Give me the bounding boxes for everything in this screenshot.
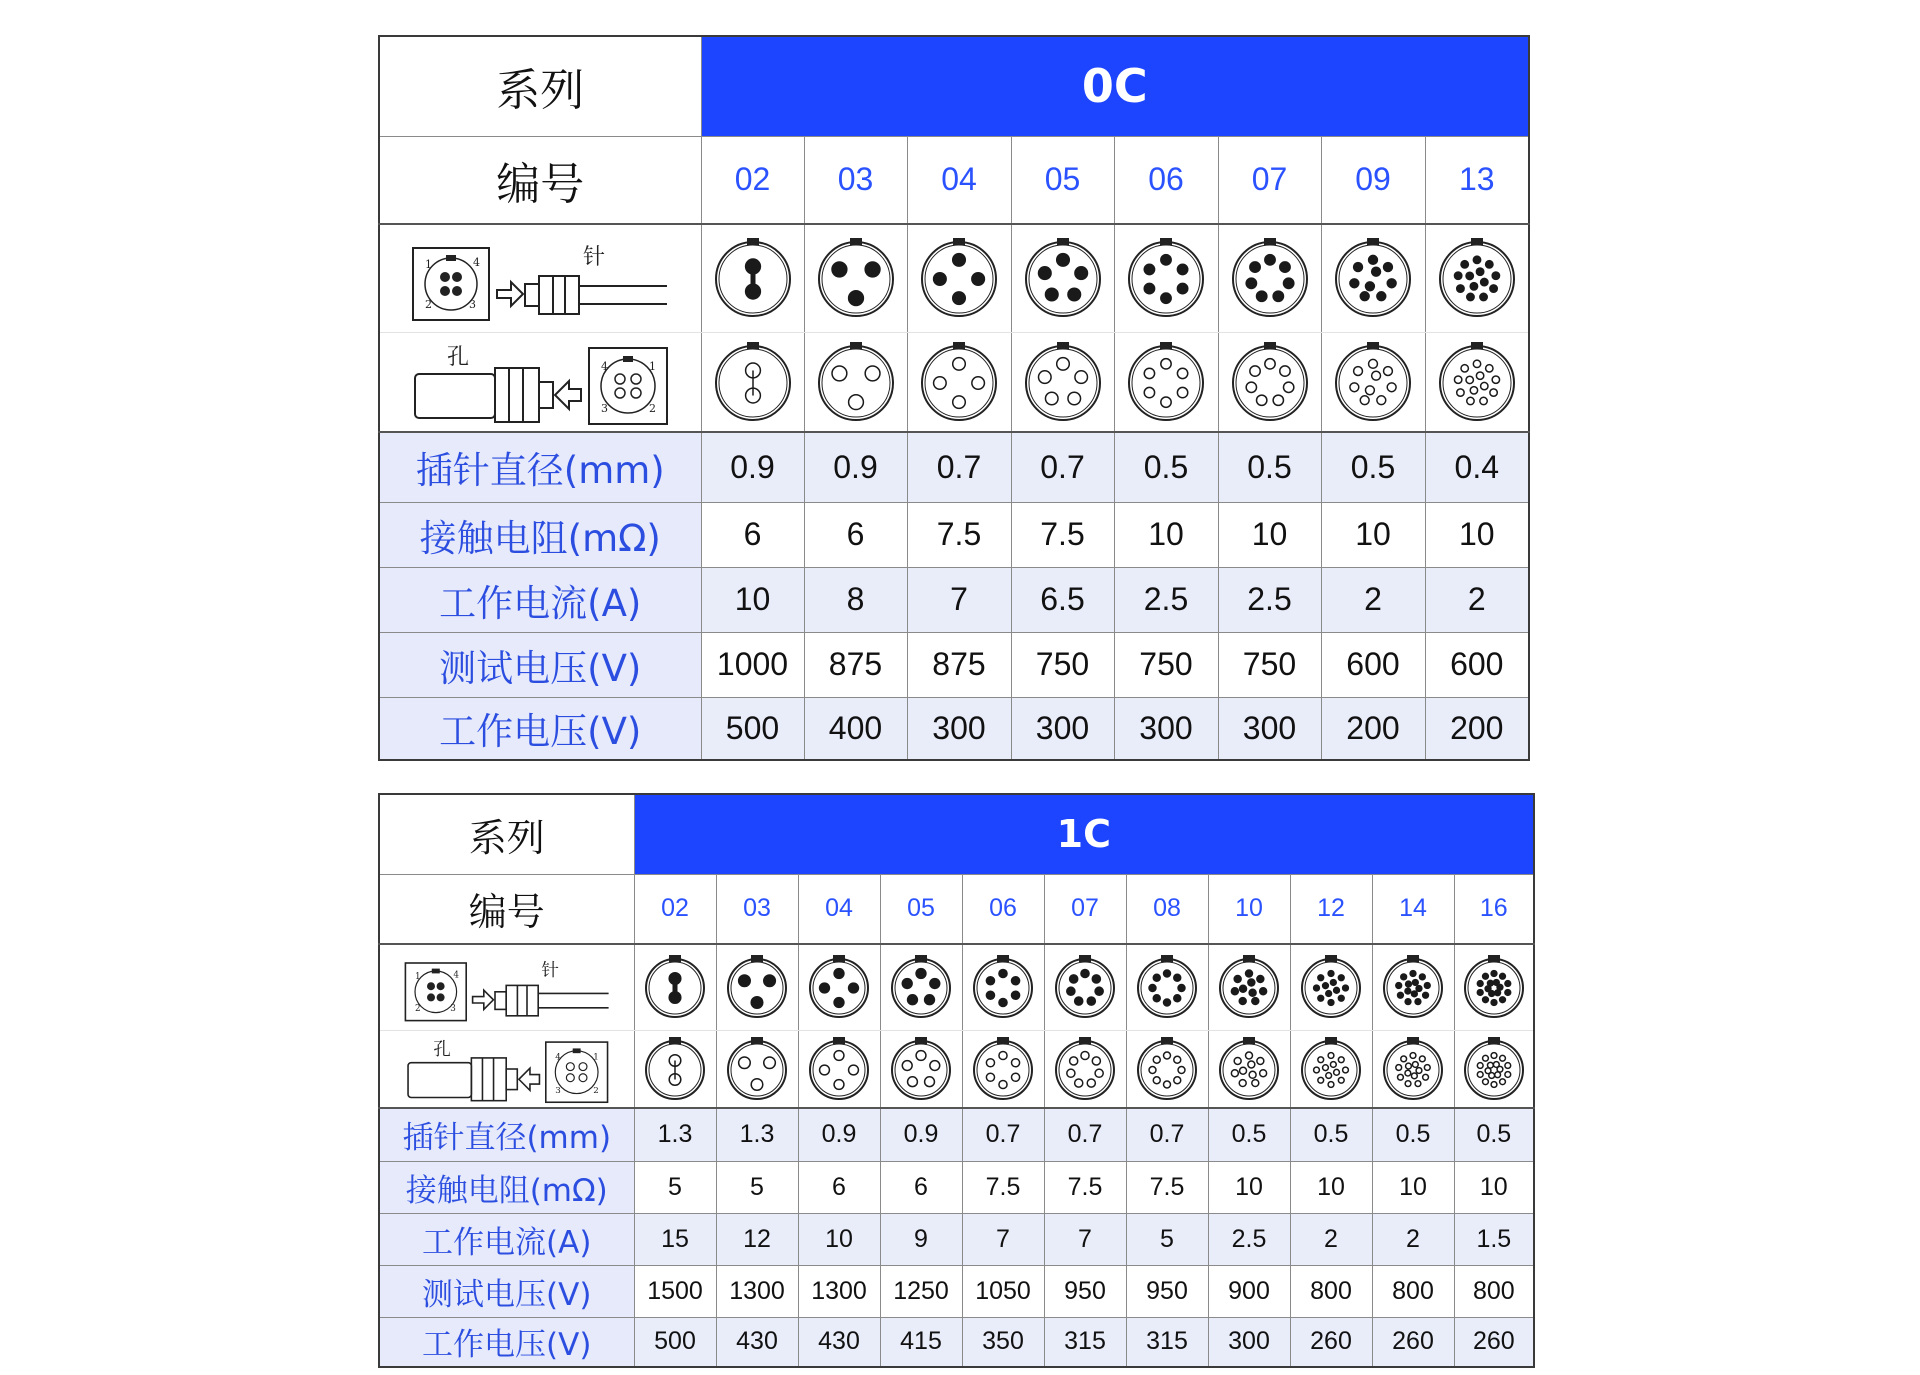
socket-legend — [379, 1030, 634, 1108]
socket-face-icon — [1011, 332, 1114, 432]
param-row — [379, 1108, 1534, 1161]
param-value: 2.5 — [1208, 1213, 1290, 1265]
socket-face-icon — [1425, 332, 1529, 432]
pin-num: 1 — [414, 972, 421, 983]
param-value: 5 — [1126, 1213, 1208, 1265]
param-value: 800 — [1454, 1265, 1534, 1317]
pin-num: 3 — [449, 1004, 456, 1015]
param-value: 12 — [716, 1213, 798, 1265]
param-value: 7.5 — [962, 1161, 1044, 1213]
param-value: 200 — [1425, 697, 1529, 760]
pin-face-drawing — [815, 237, 897, 319]
param-value: 9 — [880, 1213, 962, 1265]
series-name: 1C — [634, 794, 1534, 874]
socket-label: 孔 — [433, 1039, 451, 1060]
param-value: 8 — [804, 567, 907, 632]
pin-face-drawing — [1461, 954, 1527, 1020]
param-value: 10 — [701, 567, 804, 632]
socket-face-icon — [1290, 1030, 1372, 1108]
param-value: 7.5 — [1044, 1161, 1126, 1213]
param-value: 0.9 — [804, 432, 907, 502]
param-value: 10 — [1321, 502, 1425, 567]
socket-face-drawing — [806, 1036, 872, 1102]
spec-table-1c — [378, 793, 1535, 1368]
param-value: 875 — [804, 632, 907, 697]
pin-face-drawing — [1022, 237, 1104, 319]
param-value: 10 — [1114, 502, 1218, 567]
pin-face-icon — [1126, 944, 1208, 1030]
code-cell: 05 — [1011, 136, 1114, 224]
socket-face-drawing — [1022, 341, 1104, 423]
socket-face-drawing — [815, 341, 897, 423]
pin-face-icon — [1208, 944, 1290, 1030]
param-row — [379, 1213, 1534, 1265]
pin-face-icon — [1218, 224, 1321, 332]
socket-face-drawing — [1298, 1036, 1364, 1102]
param-value: 430 — [716, 1317, 798, 1367]
param-value: 2.5 — [1114, 567, 1218, 632]
pin-face-drawing — [1229, 237, 1311, 319]
param-row — [379, 567, 1529, 632]
param-label: 工作电流(A) — [379, 1213, 634, 1265]
code-cell: 03 — [716, 874, 798, 944]
param-value: 260 — [1372, 1317, 1454, 1367]
param-value: 1300 — [798, 1265, 880, 1317]
pin-face-drawing — [1052, 954, 1118, 1020]
param-value: 315 — [1044, 1317, 1126, 1367]
socket-face-drawing — [918, 341, 1000, 423]
param-label: 插针直径(mm) — [379, 432, 701, 502]
code-cell: 07 — [1218, 136, 1321, 224]
pin-face-icon — [634, 944, 716, 1030]
param-label: 工作电压(V) — [379, 1317, 634, 1367]
socket-face-drawing — [970, 1036, 1036, 1102]
param-label: 接触电阻(mΩ) — [379, 1161, 634, 1213]
param-value: 1000 — [701, 632, 804, 697]
code-cell: 04 — [798, 874, 880, 944]
socket-face-drawing — [1052, 1036, 1118, 1102]
pin-legend-drawing — [405, 228, 675, 328]
param-value: 950 — [1126, 1265, 1208, 1317]
socket-face-icon — [1044, 1030, 1126, 1108]
code-cell: 04 — [907, 136, 1011, 224]
param-value: 0.5 — [1321, 432, 1425, 502]
pin-face-icon — [716, 944, 798, 1030]
param-value: 260 — [1454, 1317, 1534, 1367]
param-value: 1050 — [962, 1265, 1044, 1317]
param-value: 415 — [880, 1317, 962, 1367]
param-value: 300 — [1208, 1317, 1290, 1367]
socket-face-icon — [1372, 1030, 1454, 1108]
socket-face-icon — [1126, 1030, 1208, 1108]
code-cell: 08 — [1126, 874, 1208, 944]
socket-face-drawing — [1332, 341, 1414, 423]
socket-num: 2 — [649, 401, 657, 415]
socket-face-icon — [907, 332, 1011, 432]
param-value: 7.5 — [907, 502, 1011, 567]
param-value: 750 — [1114, 632, 1218, 697]
param-value: 10 — [1208, 1161, 1290, 1213]
pin-face-icon — [1114, 224, 1218, 332]
socket-num: 1 — [649, 359, 657, 373]
code-cell: 16 — [1454, 874, 1534, 944]
socket-legend-drawing — [405, 334, 675, 430]
pin-face-drawing — [1134, 954, 1200, 1020]
pin-face-drawing — [1298, 954, 1364, 1020]
code-cell: 09 — [1321, 136, 1425, 224]
code-cell: 13 — [1425, 136, 1529, 224]
socket-face-icon — [701, 332, 804, 432]
pin-face-drawing — [1332, 237, 1414, 319]
socket-face-drawing — [724, 1036, 790, 1102]
socket-face-drawing — [1380, 1036, 1446, 1102]
param-value: 0.5 — [1114, 432, 1218, 502]
pin-face-icon — [1372, 944, 1454, 1030]
param-value: 400 — [804, 697, 907, 760]
pin-face-icon — [1321, 224, 1425, 332]
param-row — [379, 1161, 1534, 1213]
param-value: 5 — [716, 1161, 798, 1213]
socket-face-icon — [634, 1030, 716, 1108]
socket-face-icon — [1114, 332, 1218, 432]
param-value: 600 — [1425, 632, 1529, 697]
socket-face-drawing — [888, 1036, 954, 1102]
pin-num: 1 — [425, 258, 433, 272]
param-value: 1500 — [634, 1265, 716, 1317]
param-value: 500 — [701, 697, 804, 760]
pin-face-drawing — [806, 954, 872, 1020]
param-value: 0.5 — [1454, 1108, 1534, 1161]
param-value: 300 — [1114, 697, 1218, 760]
pin-face-icon — [880, 944, 962, 1030]
socket-num: 2 — [593, 1085, 599, 1096]
pin-num: 4 — [473, 256, 481, 270]
param-value: 2.5 — [1218, 567, 1321, 632]
param-value: 6.5 — [1011, 567, 1114, 632]
param-value: 600 — [1321, 632, 1425, 697]
param-value: 300 — [1011, 697, 1114, 760]
param-value: 1.5 — [1454, 1213, 1534, 1265]
pin-label: 针 — [583, 245, 606, 271]
param-value: 750 — [1218, 632, 1321, 697]
socket-face-icon — [962, 1030, 1044, 1108]
series-name: 0C — [701, 36, 1529, 136]
socket-face-icon — [1321, 332, 1425, 432]
param-value: 200 — [1321, 697, 1425, 760]
socket-legend-drawing — [397, 1031, 617, 1107]
param-row — [379, 432, 1529, 502]
param-value: 7 — [907, 567, 1011, 632]
code-cell: 06 — [962, 874, 1044, 944]
param-value: 7 — [962, 1213, 1044, 1265]
socket-face-drawing — [1216, 1036, 1282, 1102]
pin-face-icon — [907, 224, 1011, 332]
socket-face-icon — [1208, 1030, 1290, 1108]
pin-face-icon — [1044, 944, 1126, 1030]
code-cell: 07 — [1044, 874, 1126, 944]
param-value: 1250 — [880, 1265, 962, 1317]
code-label: 编号 — [379, 136, 701, 224]
socket-layout-row — [379, 332, 1529, 432]
param-value: 5 — [634, 1161, 716, 1213]
socket-face-drawing — [1134, 1036, 1200, 1102]
socket-num: 3 — [555, 1085, 561, 1096]
socket-face-icon — [1218, 332, 1321, 432]
pin-num: 4 — [453, 970, 459, 981]
param-value: 0.9 — [701, 432, 804, 502]
pin-layout-row — [379, 224, 1529, 332]
param-value: 950 — [1044, 1265, 1126, 1317]
socket-face-drawing — [712, 341, 794, 423]
param-value: 10 — [1425, 502, 1529, 567]
socket-face-drawing — [1436, 341, 1518, 423]
param-value: 7.5 — [1011, 502, 1114, 567]
param-value: 0.7 — [1044, 1108, 1126, 1161]
code-cell: 03 — [804, 136, 907, 224]
socket-num: 4 — [601, 359, 609, 373]
param-value: 10 — [1454, 1161, 1534, 1213]
param-value: 875 — [907, 632, 1011, 697]
pin-face-icon — [1425, 224, 1529, 332]
param-value: 0.9 — [798, 1108, 880, 1161]
pin-face-drawing — [1216, 954, 1282, 1020]
pin-face-drawing — [1436, 237, 1518, 319]
code-cell: 10 — [1208, 874, 1290, 944]
param-value: 500 — [634, 1317, 716, 1367]
param-value: 2 — [1425, 567, 1529, 632]
pin-legend — [379, 224, 701, 332]
pin-face-icon — [804, 224, 907, 332]
param-value: 10 — [798, 1213, 880, 1265]
param-value: 6 — [701, 502, 804, 567]
pin-face-icon — [1454, 944, 1534, 1030]
pin-face-icon — [1011, 224, 1114, 332]
series-label: 系列 — [379, 36, 701, 136]
param-label: 测试电压(V) — [379, 632, 701, 697]
param-value: 0.9 — [880, 1108, 962, 1161]
param-label: 插针直径(mm) — [379, 1108, 634, 1161]
pin-face-icon — [962, 944, 1044, 1030]
param-value: 10 — [1218, 502, 1321, 567]
param-value: 1.3 — [716, 1108, 798, 1161]
socket-face-icon — [880, 1030, 962, 1108]
code-cell: 05 — [880, 874, 962, 944]
pin-label: 针 — [541, 961, 559, 982]
socket-face-icon — [804, 332, 907, 432]
socket-face-drawing — [1461, 1036, 1527, 1102]
socket-face-icon — [716, 1030, 798, 1108]
param-value: 2 — [1321, 567, 1425, 632]
param-value: 750 — [1011, 632, 1114, 697]
pin-num: 2 — [425, 298, 433, 312]
pin-face-drawing — [712, 237, 794, 319]
param-value: 6 — [880, 1161, 962, 1213]
code-cell: 02 — [634, 874, 716, 944]
socket-num: 4 — [555, 1052, 561, 1063]
param-value: 300 — [907, 697, 1011, 760]
param-value: 0.5 — [1372, 1108, 1454, 1161]
code-cell: 06 — [1114, 136, 1218, 224]
socket-legend — [379, 332, 701, 432]
param-value: 800 — [1372, 1265, 1454, 1317]
socket-face-icon — [798, 1030, 880, 1108]
param-row — [379, 502, 1529, 567]
param-value: 1300 — [716, 1265, 798, 1317]
pin-face-icon — [798, 944, 880, 1030]
param-value: 300 — [1218, 697, 1321, 760]
pin-face-drawing — [642, 954, 708, 1020]
param-label: 工作电压(V) — [379, 697, 701, 760]
pin-legend-drawing — [397, 947, 617, 1027]
spec-table-0c — [378, 35, 1530, 761]
param-value: 0.5 — [1218, 432, 1321, 502]
socket-label: 孔 — [447, 344, 470, 370]
socket-num: 1 — [593, 1052, 599, 1063]
param-value: 15 — [634, 1213, 716, 1265]
code-cell: 02 — [701, 136, 804, 224]
param-value: 350 — [962, 1317, 1044, 1367]
pin-face-drawing — [1125, 237, 1207, 319]
param-value: 10 — [1290, 1161, 1372, 1213]
param-value: 430 — [798, 1317, 880, 1367]
param-value: 2 — [1372, 1213, 1454, 1265]
param-value: 0.7 — [1126, 1108, 1208, 1161]
socket-face-drawing — [1125, 341, 1207, 423]
param-value: 0.5 — [1290, 1108, 1372, 1161]
pin-num: 2 — [414, 1004, 421, 1015]
param-value: 2 — [1290, 1213, 1372, 1265]
param-value: 800 — [1290, 1265, 1372, 1317]
pin-face-drawing — [888, 954, 954, 1020]
param-value: 900 — [1208, 1265, 1290, 1317]
pin-face-drawing — [970, 954, 1036, 1020]
code-label: 编号 — [379, 874, 634, 944]
socket-face-icon — [1454, 1030, 1534, 1108]
socket-num: 3 — [601, 401, 609, 415]
code-cell: 12 — [1290, 874, 1372, 944]
param-label: 测试电压(V) — [379, 1265, 634, 1317]
param-row — [379, 1265, 1534, 1317]
param-value: 0.7 — [907, 432, 1011, 502]
socket-layout-row — [379, 1030, 1534, 1108]
pin-layout-row — [379, 944, 1534, 1030]
param-value: 0.5 — [1208, 1108, 1290, 1161]
code-cell: 14 — [1372, 874, 1454, 944]
pin-face-drawing — [724, 954, 790, 1020]
param-value: 6 — [798, 1161, 880, 1213]
param-value: 0.7 — [962, 1108, 1044, 1161]
pin-legend — [379, 944, 634, 1030]
param-label: 接触电阻(mΩ) — [379, 502, 701, 567]
param-value: 0.4 — [1425, 432, 1529, 502]
pin-face-icon — [1290, 944, 1372, 1030]
pin-face-drawing — [1380, 954, 1446, 1020]
pin-face-drawing — [918, 237, 1000, 319]
param-value: 7 — [1044, 1213, 1126, 1265]
param-value: 260 — [1290, 1317, 1372, 1367]
param-label: 工作电流(A) — [379, 567, 701, 632]
pin-num: 3 — [469, 298, 477, 312]
socket-face-drawing — [642, 1036, 708, 1102]
param-value: 6 — [804, 502, 907, 567]
param-value: 1.3 — [634, 1108, 716, 1161]
param-row — [379, 632, 1529, 697]
param-value: 315 — [1126, 1317, 1208, 1367]
pin-face-icon — [701, 224, 804, 332]
param-value: 10 — [1372, 1161, 1454, 1213]
param-value: 0.7 — [1011, 432, 1114, 502]
socket-face-drawing — [1229, 341, 1311, 423]
param-row — [379, 697, 1529, 760]
param-value: 7.5 — [1126, 1161, 1208, 1213]
param-row — [379, 1317, 1534, 1367]
series-label: 系列 — [379, 794, 634, 874]
